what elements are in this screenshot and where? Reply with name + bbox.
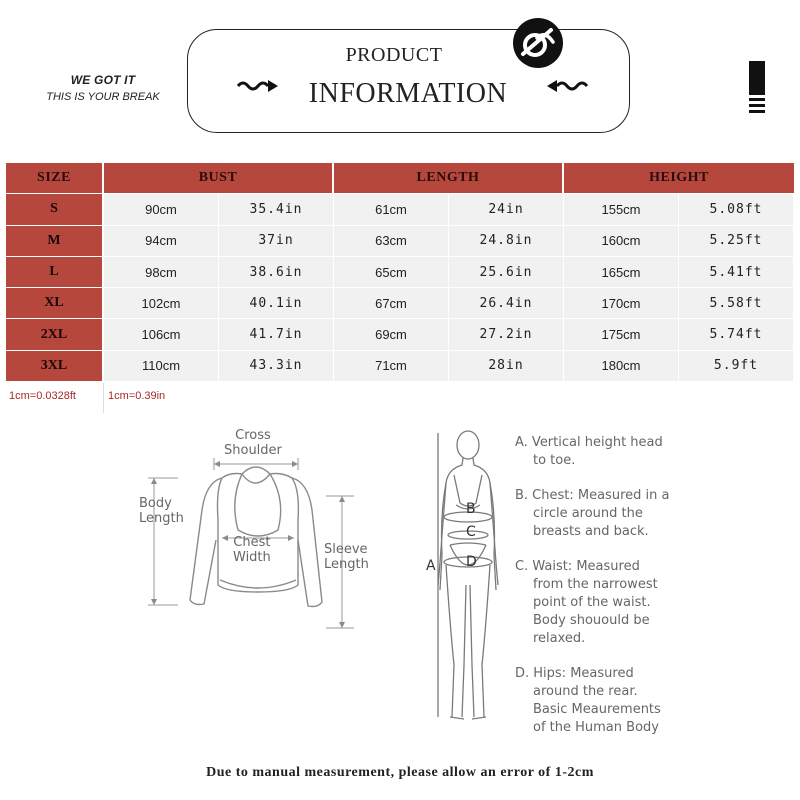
length-in-cell: 28in bbox=[449, 351, 564, 382]
figure-label-a: A bbox=[426, 558, 436, 574]
height-ft-cell: 5.9ft bbox=[679, 351, 794, 382]
conversion-notes bbox=[6, 383, 165, 413]
figure-label-d: D bbox=[466, 554, 477, 570]
table-row bbox=[6, 351, 794, 382]
sleeve-length-label: Sleeve Length bbox=[324, 542, 369, 572]
length-cm-cell: 63cm bbox=[334, 226, 449, 257]
figure-label-b: B bbox=[466, 501, 476, 517]
measurement-legend-b: B. Chest: Measured in a circle around the breasts and back. bbox=[515, 488, 670, 539]
note-cm-to-ft: 1cm=0.0328ft bbox=[6, 383, 104, 413]
length-cm-cell: 67cm bbox=[334, 288, 449, 319]
height-ft-cell: 5.08ft bbox=[679, 194, 794, 225]
height-ft-cell: 5.25ft bbox=[679, 226, 794, 257]
bust-in-cell: 37in bbox=[219, 226, 334, 257]
bust-cm-cell: 90cm bbox=[104, 194, 219, 225]
size-cell: M bbox=[6, 226, 104, 257]
bust-in-cell: 41.7in bbox=[219, 319, 334, 350]
product-information-banner bbox=[187, 29, 630, 133]
brand-logo-icon bbox=[513, 18, 563, 68]
size-cell: XL bbox=[6, 288, 104, 319]
header-height: HEIGHT bbox=[564, 163, 794, 194]
length-cm-cell: 69cm bbox=[334, 319, 449, 350]
table-row bbox=[6, 319, 794, 350]
figure-label-c: C bbox=[466, 524, 476, 540]
length-cm-cell: 61cm bbox=[334, 194, 449, 225]
tagline bbox=[38, 73, 168, 103]
body-length-label: Body Length bbox=[139, 496, 184, 526]
bust-cm-cell: 102cm bbox=[104, 288, 219, 319]
size-cell: L bbox=[6, 257, 104, 288]
cross-shoulder-label: Cross Shoulder bbox=[224, 428, 282, 458]
height-ft-cell: 5.41ft bbox=[679, 257, 794, 288]
table-row bbox=[6, 194, 794, 225]
height-cm-cell: 155cm bbox=[564, 194, 679, 225]
height-cm-cell: 175cm bbox=[564, 319, 679, 350]
bust-cm-cell: 110cm bbox=[104, 351, 219, 382]
height-cm-cell: 180cm bbox=[564, 351, 679, 382]
chest-width-label: Chest Width bbox=[233, 535, 271, 565]
decorative-side-bar bbox=[749, 61, 767, 113]
table-row bbox=[6, 257, 794, 288]
size-cell: 2XL bbox=[6, 319, 104, 350]
height-ft-cell: 5.74ft bbox=[679, 319, 794, 350]
size-cell: S bbox=[6, 194, 104, 225]
bust-cm-cell: 98cm bbox=[104, 257, 219, 288]
tagline-subtitle: THIS IS YOUR BREAK bbox=[46, 91, 160, 103]
header-size: SIZE bbox=[6, 163, 104, 194]
table-row bbox=[6, 226, 794, 257]
bust-cm-cell: 94cm bbox=[104, 226, 219, 257]
wavy-arrow-left-icon bbox=[543, 76, 589, 96]
measurement-legend-c: C. Waist: Measured from the narrowest point of the waist. Body shouould be relaxed. bbox=[515, 559, 658, 646]
header-bust: BUST bbox=[104, 163, 334, 194]
length-in-cell: 26.4in bbox=[449, 288, 564, 319]
bust-in-cell: 35.4in bbox=[219, 194, 334, 225]
measurement-disclaimer: Due to manual measurement, please allow an error of 1-2cm bbox=[206, 765, 594, 780]
size-table bbox=[6, 163, 794, 382]
wavy-arrow-right-icon bbox=[236, 76, 282, 96]
bust-cm-cell: 106cm bbox=[104, 319, 219, 350]
height-cm-cell: 170cm bbox=[564, 288, 679, 319]
note-cm-to-in: 1cm=0.39in bbox=[108, 390, 166, 402]
body-figure-icon bbox=[420, 425, 510, 725]
banner-information-label: INFORMATION bbox=[308, 78, 508, 109]
height-cm-cell: 165cm bbox=[564, 257, 679, 288]
length-in-cell: 27.2in bbox=[449, 319, 564, 350]
banner-product-label: PRODUCT bbox=[345, 44, 443, 66]
measurement-legend-d: D. Hips: Measured around the rear. Basic Meaurements of the Human Body bbox=[515, 666, 661, 735]
length-in-cell: 25.6in bbox=[449, 257, 564, 288]
measurement-legend-a: A. Vertical height head to toe. bbox=[515, 435, 663, 468]
length-cm-cell: 65cm bbox=[334, 257, 449, 288]
length-cm-cell: 71cm bbox=[334, 351, 449, 382]
bust-in-cell: 38.6in bbox=[219, 257, 334, 288]
table-row bbox=[6, 288, 794, 319]
length-in-cell: 24.8in bbox=[449, 226, 564, 257]
bust-in-cell: 43.3in bbox=[219, 351, 334, 382]
tagline-title: WE GOT IT bbox=[70, 73, 136, 87]
length-in-cell: 24in bbox=[449, 194, 564, 225]
height-ft-cell: 5.58ft bbox=[679, 288, 794, 319]
size-cell: 3XL bbox=[6, 351, 104, 382]
header-length: LENGTH bbox=[334, 163, 564, 194]
height-cm-cell: 160cm bbox=[564, 226, 679, 257]
bust-in-cell: 40.1in bbox=[219, 288, 334, 319]
table-header-row bbox=[6, 163, 794, 194]
